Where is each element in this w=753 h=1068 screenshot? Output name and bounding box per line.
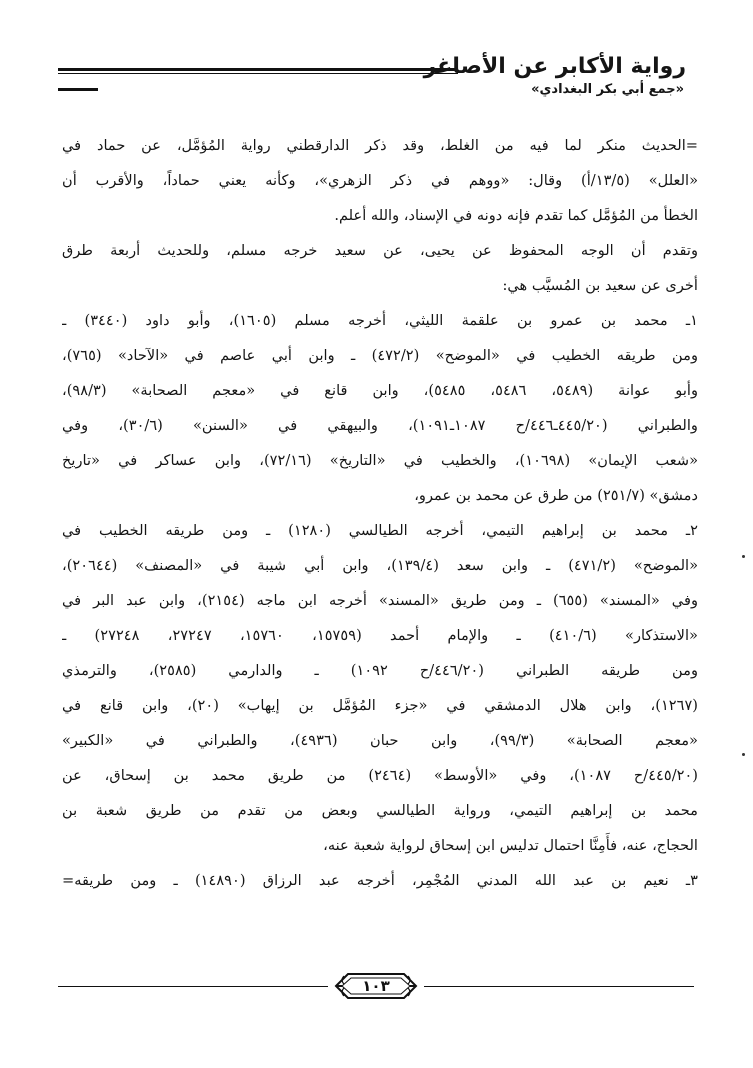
text-line: ١ـ محمد بن عمرو بن علقمة الليثي، أخرجه مسلم (١٦٠٥)، وأبو داود (٣٤٤٠) ـ <box>62 312 698 329</box>
page-footer <box>58 966 694 1006</box>
text-line: وتقدم أن الوجه المحفوظ عن يحيى، عن سعيد خرجه مسلم، وللحديث أربعة طرق <box>62 242 698 259</box>
text-line: وفي «المسند» (٦٥٥) ـ ومن طريق «المسند» أخرجه ابن ماجه (٢١٥٤)، وابن عبد البر في <box>62 592 698 609</box>
text-line: «الموضح» (٤٧١/٢) ـ وابن سعد (١٣٩/٤)، وابن أبي شيبة في «المصنف» (٢٠٦٤٤)، <box>62 557 698 574</box>
text-line: «العلل» (١٣/٥/أ) وقال: «ووهم في ذكر الزهري»، وكأنه يعني حماداً، والأقرب أن <box>62 172 698 189</box>
book-title: رواية الأكابر عن الأصاغر <box>423 54 686 79</box>
page-body <box>62 128 698 898</box>
text-line: وأبو عوانة (٥٤٨٩، ٥٤٨٦، ٥٤٨٥)، وابن قانع في «معجم الصحابة» (٩٨/٣)، <box>62 382 698 399</box>
footer-rule-left <box>58 986 328 987</box>
text-line: (٤٤٥/٢٠/ح ١٠٨٧)، وفي «الأوسط» (٢٤٦٤) من طريق محمد بن إسحاق، عن <box>62 767 698 784</box>
margin-speck <box>742 555 745 558</box>
header-rule-thick <box>58 68 458 71</box>
footer-rule-right <box>424 986 694 987</box>
text-line: =الحديث منكر لما فيه من الغلط، وقد ذكر الدارقطني رواية المُؤمَّل، عن حماد في <box>62 137 698 154</box>
text-line: «شعب الإيمان» (١٠٦٩٨)، والخطيب في «التاريخ» (٧٢/١٦)، وابن عساكر في «تاريخ <box>62 452 698 469</box>
page-number-ornament <box>334 970 418 1002</box>
text-line: «معجم الصحابة» (٩٩/٣)، وابن حبان (٤٩٣٦)، والطبراني في «الكبير» <box>62 732 698 749</box>
running-header <box>58 52 686 114</box>
margin-speck <box>742 753 745 756</box>
text-line: ٣ـ نعيم بن عبد الله المدني المُجْمِر، أخرجه عبد الرزاق (١٤٨٩٠) ـ ومن طريقه= <box>62 872 698 889</box>
text-line: «الاستذكار» (٤١٠/٦) ـ والإمام أحمد (١٥٧٥٩، ١٥٧٦٠، ٢٧٢٤٧، ٢٧٢٤٨) ـ <box>62 627 698 644</box>
text-line: ومن طريقه الطبراني (٤٤٦/٢٠/ح ١٠٩٢) ـ والدارمي (٢٥٨٥)، والترمذي <box>62 662 698 679</box>
header-rule-short <box>58 88 98 91</box>
text-line: (١٢٦٧)، وابن هلال الدمشقي في «جزء المُؤمَّل بن إيهاب» (٢٠)، وابن قانع في <box>62 697 698 714</box>
text-line: الحجاج، عنه، فأَمِنَّا احتمال تدليس ابن إسحاق لرواية شعبة عنه، <box>323 837 698 854</box>
text-line: الخطأ من المُؤمَّل كما تقدم فإنه دونه في الإسناد، والله أعلم. <box>334 207 698 224</box>
header-rule-thin <box>58 73 458 74</box>
text-line: أخرى عن سعيد بن المُسيَّب هي: <box>502 277 698 294</box>
text-line: دمشق» (٢٥١/٧) من طرق عن محمد بن عمرو، <box>414 487 698 504</box>
text-line: ومن طريقه الخطيب في «الموضح» (٤٧٢/٢) ـ وابن أبي عاصم في «الآحاد» (٧٦٥)، <box>62 347 698 364</box>
text-line: محمد بن إبراهيم التيمي، ورواية الطيالسي وبعض من تقدم من طريق شعبة بن <box>62 802 698 819</box>
text-line: والطبراني (٤٤٥/٢٠ـ٤٤٦/ح ١٠٨٧ـ١٠٩١)، والبيهقي في «السنن» (٣٠/٦)، وفي <box>62 417 698 434</box>
book-subtitle: «جمع أبي بكر البغدادي» <box>531 82 684 97</box>
page-number: ١٠٣ <box>362 977 390 995</box>
text-line: ٢ـ محمد بن إبراهيم التيمي، أخرجه الطيالسي (١٢٨٠) ـ ومن طريقه الخطيب في <box>62 522 698 539</box>
